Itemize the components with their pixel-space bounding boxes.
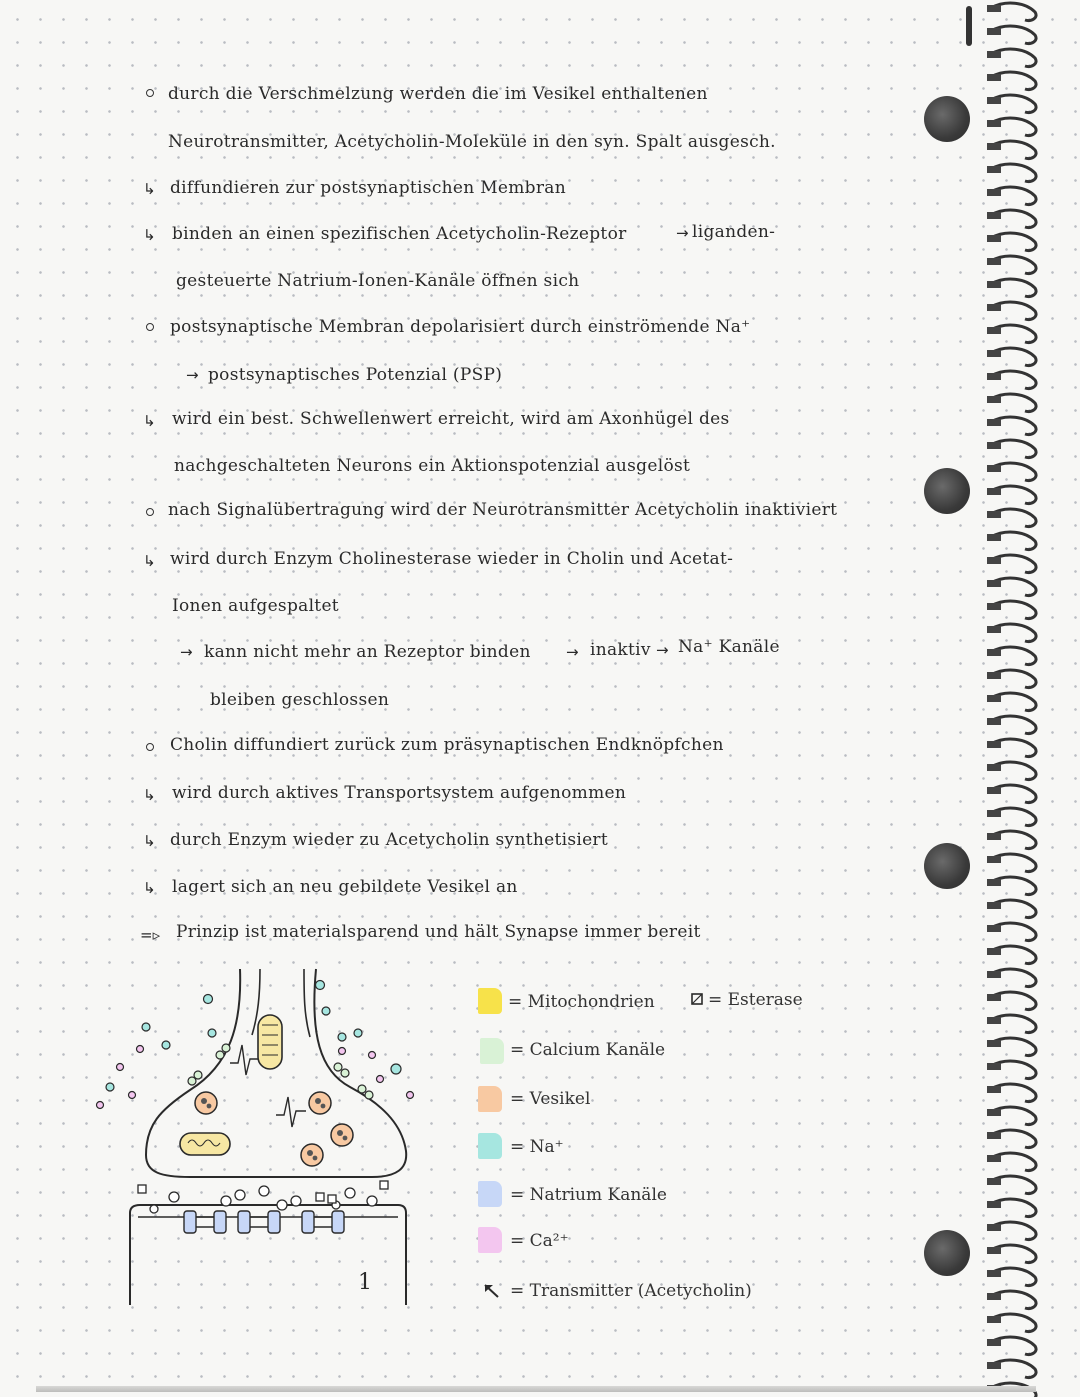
spiral-wire-end [966, 6, 972, 46]
spiral-loop-end [987, 396, 1001, 403]
spiral-loop-end [987, 1178, 1001, 1185]
spiral-loop-end [987, 511, 1001, 518]
spiral-loop-end [987, 120, 1001, 127]
spiral-loop-end [987, 189, 1001, 196]
spiral-loop-end [987, 1040, 1001, 1047]
spiral-loop-end [987, 1247, 1001, 1254]
spiral-loop-end [987, 327, 1001, 334]
spiral-loop-end [987, 166, 1001, 173]
spiral-loop-end [987, 28, 1001, 35]
esterase-icon [690, 992, 704, 1006]
mitochondrion [180, 1133, 230, 1155]
spiral-loop-end [987, 1155, 1001, 1162]
note-line: Neurotransmitter, Acetycholin-Moleküle in den syn. Spalt ausgesch. [168, 132, 776, 152]
spiral-loop-end [987, 1063, 1001, 1070]
note-line: wird durch aktives Transportsystem aufgenommen [172, 783, 627, 803]
implies-arrow-icon: =▹ [140, 926, 161, 944]
vesicle [331, 1124, 353, 1146]
spiral-loop-end [987, 1362, 1001, 1369]
legend-label-natrium-kanaele: = Natrium Kanäle [510, 1185, 667, 1205]
transmitter-molecule [150, 1186, 377, 1213]
note-line: nach Signalübertragung wird der Neurotransmitter Acetycholin inaktiviert [168, 500, 838, 520]
note-line: Na⁺ Kanäle [678, 637, 780, 657]
spiral-loop-end [987, 1270, 1001, 1277]
note-line: lagert sich an neu gebildete Vesikel an [172, 877, 518, 897]
note-line: inaktiv [590, 640, 651, 660]
legend-label-ca: = Ca²⁺ [510, 1231, 569, 1251]
spiral-loop-end [987, 212, 1001, 219]
legend-label-esterase: = Esterase [708, 990, 803, 1010]
hook-arrow-icon: ↳ [143, 412, 156, 430]
note-line: bleiben geschlossen [210, 690, 390, 710]
spiral-loop-end [987, 902, 1001, 909]
note-line: gesteuerte Natrium-Ionen-Kanäle öffnen sich [176, 271, 580, 291]
spiral-loop-end [987, 442, 1001, 449]
legend-label-vesikel: = Vesikel [510, 1089, 591, 1109]
spiral-loop-end [987, 626, 1001, 633]
vesicle [195, 1092, 217, 1114]
arrow-icon: → [180, 643, 193, 661]
spiral-loop-end [987, 258, 1001, 265]
punch-hole-1 [924, 96, 970, 142]
mitochondrion [258, 1015, 282, 1069]
spiral-loop-end [987, 373, 1001, 380]
note-line: wird ein best. Schwellenwert erreicht, wird am Axonhügel des [172, 409, 730, 429]
na-ion [106, 981, 401, 1092]
legend-label-mitochondrien: = Mitochondrien [508, 992, 655, 1012]
spiral-loop-end [987, 281, 1001, 288]
bullet-point [146, 323, 154, 331]
spiral-binding [985, 0, 1045, 1397]
spiral-loop-end [987, 143, 1001, 150]
spiral-loop-end [987, 741, 1001, 748]
hook-arrow-icon: ↳ [143, 786, 156, 804]
note-line: liganden- [692, 222, 776, 242]
vesicle [301, 1144, 323, 1166]
note-line: nachgeschalteten Neurons ein Aktionspotenzial ausgelöst [174, 456, 691, 476]
spiral-loop-end [987, 948, 1001, 955]
spiral-loop-end [987, 1293, 1001, 1300]
spiral-loop-end [987, 994, 1001, 1001]
page-bottom-edge [36, 1386, 1036, 1392]
legend-swatch-na [478, 1133, 502, 1159]
arrow-icon: → [186, 366, 199, 384]
spiral-loop-end [987, 1109, 1001, 1116]
spiral-loop-end [987, 235, 1001, 242]
arrow-icon: → [656, 641, 669, 659]
note-line: Prinzip ist materialsparend und hält Synapse immer bereit [176, 922, 701, 942]
hook-arrow-icon: ↳ [143, 226, 156, 244]
spiral-loop-end [987, 833, 1001, 840]
note-line: durch Enzym wieder zu Acetycholin synthetisiert [170, 830, 608, 850]
spiral-loop-end [987, 534, 1001, 541]
spiral-loop-end [987, 1132, 1001, 1139]
spiral-loop-end [987, 74, 1001, 81]
spiral-loop-end [987, 1201, 1001, 1208]
ca-ion [97, 1046, 414, 1109]
bullet-point [146, 743, 154, 751]
note-line: Ionen aufgespaltet [172, 596, 339, 616]
synapse-diagram [80, 955, 440, 1315]
spiral-loop-end [987, 1224, 1001, 1231]
vesicle [309, 1092, 331, 1114]
hook-arrow-icon: ↳ [143, 552, 156, 570]
punch-hole-4 [924, 1230, 970, 1276]
diagram-label: 1 [358, 1270, 373, 1295]
spiral-loop-end [987, 718, 1001, 725]
spiral-loop-end [987, 557, 1001, 564]
punch-hole-3 [924, 843, 970, 889]
spiral-loop-end [987, 97, 1001, 104]
note-line: Cholin diffundiert zurück zum präsynaptischen Endknöpfchen [170, 735, 724, 755]
legend-swatch-ca [478, 1227, 502, 1253]
hook-arrow-icon: ↳ [143, 832, 156, 850]
note-line: postsynaptische Membran depolarisiert durch einströmende Na⁺ [170, 317, 751, 337]
spiral-loop-end [987, 51, 1001, 58]
hook-arrow-icon: ↳ [143, 180, 156, 198]
spiral-loop-end [987, 971, 1001, 978]
action-potential-mark [230, 1045, 260, 1075]
spiral-loop-end [987, 580, 1001, 587]
spiral-loop-end [987, 672, 1001, 679]
note-line: kann nicht mehr an Rezeptor binden [204, 642, 531, 662]
spiral-loop-end [987, 5, 1001, 12]
action-potential-mark [276, 1097, 306, 1127]
legend-label-transmitter: = Transmitter (Acetycholin) [510, 1281, 752, 1301]
legend-swatch-vesikel [478, 1086, 502, 1112]
sodium-channel [184, 1211, 344, 1233]
legend-label-calcium-kanaele: = Calcium Kanäle [510, 1040, 666, 1060]
legend-swatch-natrium-kanaele [478, 1181, 502, 1207]
spiral-loop-end [987, 925, 1001, 932]
legend-swatch-calcium-kanaele [480, 1038, 504, 1064]
spiral-loop-end [987, 603, 1001, 610]
spiral-loop-end [987, 649, 1001, 656]
spiral-loop-end [987, 350, 1001, 357]
note-line: postsynaptisches Potenzial (PSP) [208, 365, 503, 385]
note-line: binden an einen spezifischen Acetycholin-Rezeptor [172, 224, 627, 244]
spiral-loop-end [987, 465, 1001, 472]
arrow-icon: → [676, 224, 689, 242]
spiral-loop-end [987, 879, 1001, 886]
spiral-loop-end [987, 1339, 1001, 1346]
arrow-icon: → [566, 643, 579, 661]
spiral-loop-end [987, 488, 1001, 495]
punch-hole-2 [924, 468, 970, 514]
spiral-loop-end [987, 1316, 1001, 1323]
spiral-loop-end [987, 695, 1001, 702]
transmitter-arrow-icon [482, 1282, 502, 1300]
note-line: durch die Verschmelzung werden die im Vesikel enthaltenen [168, 84, 708, 104]
spiral-loop-end [987, 810, 1001, 817]
spiral-loop-end [987, 419, 1001, 426]
spiral-loop-end [987, 856, 1001, 863]
note-line: wird durch Enzym Cholinesterase wieder in Cholin und Acetat- [170, 549, 734, 569]
legend-swatch-mitochondrien [478, 988, 502, 1014]
spiral-loop-end [987, 1086, 1001, 1093]
hook-arrow-icon: ↳ [143, 879, 156, 897]
spiral-loop-end [987, 764, 1001, 771]
note-line: diffundieren zur postsynaptischen Membran [170, 178, 566, 198]
spiral-loop-end [987, 304, 1001, 311]
spiral-loop-end [987, 1017, 1001, 1024]
spiral-loop-end [987, 787, 1001, 794]
legend-label-na: = Na⁺ [510, 1137, 564, 1157]
bullet-point [146, 89, 154, 97]
bullet-point [146, 508, 154, 516]
